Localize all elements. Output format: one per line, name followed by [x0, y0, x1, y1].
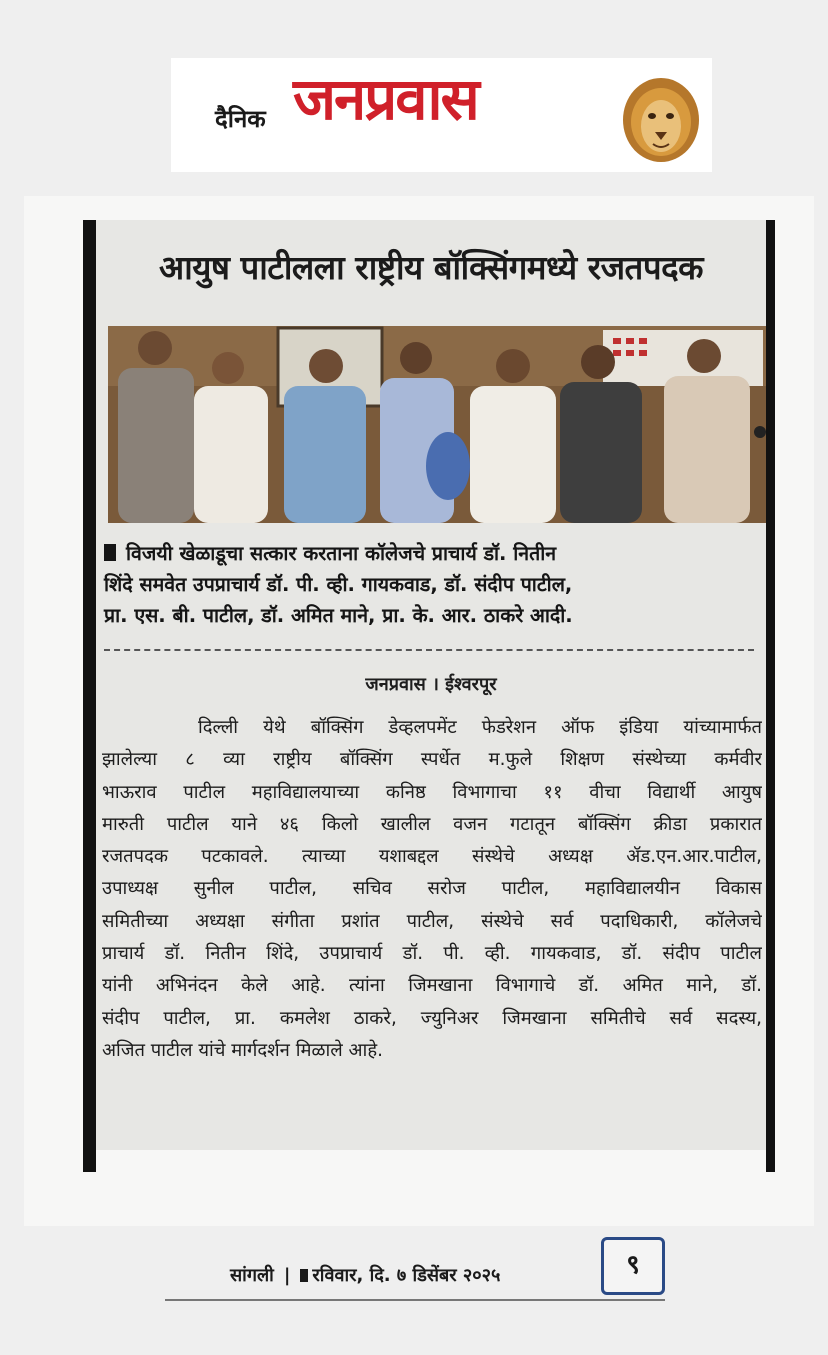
dateline: जनप्रवास । ईश्वरपूर [365, 674, 497, 695]
photo-caption [104, 538, 760, 631]
body-line: उपाध्यक्ष सुनील पाटील, सचिव सरोज पाटील, महाविद्यालयीन विकास [102, 878, 762, 900]
group-photo [108, 326, 766, 523]
body-line: अजित पाटील यांचे मार्गदर्शन मिळाले आहे. [102, 1039, 383, 1061]
article-headline: आयुष पाटीलला राष्ट्रीय बॉक्सिंगमध्ये रजतपदक [159, 248, 703, 287]
body-line: रजतपदक पटकावले. त्याच्या यशाबद्दल संस्थेचे अध्यक्ष ॲड.एन.आर.पाटील, [102, 846, 762, 868]
body-line: यांनी अभिनंदन केले आहे. त्यांना जिमखाना विभागाचे डॉ. अमित माने, डॉ. [102, 975, 762, 997]
body-line: मारुती पाटील याने ४६ किलो खालील वजन गटातून बॉक्सिंग क्रीडा प्रकारात [102, 813, 762, 835]
masthead-prefix: दैनिक [215, 105, 266, 133]
footer-separator: | [283, 1265, 291, 1286]
right-border-bar [766, 220, 775, 1172]
dashed-divider [104, 649, 754, 651]
body-line: प्राचार्य डॉ. नितीन शिंदे, उपप्राचार्य डॉ. पी. व्ही. गायकवाड, डॉ. संदीप पाटील [102, 943, 762, 965]
caption-bullet-icon [104, 544, 116, 561]
body-line: दिल्ली येथे बॉक्सिंग डेव्हलपमेंट फेडरेशन ऑफ इंडिया यांच्यामार्फत [198, 717, 762, 738]
body-line: झालेल्या ८ व्या राष्ट्रीय बॉक्सिंग स्पर्धेत म.फुले शिक्षण संस्थेच्या कर्मवीर [102, 749, 762, 771]
masthead-name: जनप्रवास [293, 65, 478, 133]
footer-date: रविवार, दि. ७ डिसेंबर २०२५ [312, 1265, 501, 1286]
news-article [96, 220, 766, 1150]
body-line: समितीच्या अध्यक्षा संगीता प्रशांत पाटील, संस्थेचे सर्व पदाधिकारी, कॉलेजचे [102, 910, 762, 932]
left-border-bar [83, 220, 96, 1172]
article-body [102, 712, 762, 1067]
footer-rule [165, 1299, 665, 1301]
caption-line: प्रा. एस. बी. पाटील, डॉ. अमित माने, प्रा. के. आर. ठाकरे आदी. [104, 604, 573, 627]
caption-line: शिंदे समवेत उपप्राचार्य डॉ. पी. व्ही. गायकवाड, डॉ. संदीप पाटील, [104, 573, 573, 596]
footer-bullet-icon [300, 1269, 308, 1282]
newspaper-masthead [171, 58, 712, 172]
page-number: ९ [601, 1237, 665, 1295]
footer-city: सांगली [230, 1265, 274, 1286]
caption-line: विजयी खेळाडूचा सत्कार करताना कॉलेजचे प्राचार्य डॉ. नितीन [126, 542, 557, 565]
page-footer [230, 1263, 500, 1287]
lion-logo-icon [621, 72, 701, 164]
body-line: संदीप पाटील, प्रा. कमलेश ठाकरे, ज्युनिअर जिमखाना समितीचे सर्व सदस्य, [102, 1007, 762, 1029]
body-line: भाऊराव पाटील महाविद्यालयाच्या कनिष्ठ विभागाचा ११ वीचा विद्यार्थी आयुष [102, 781, 762, 803]
